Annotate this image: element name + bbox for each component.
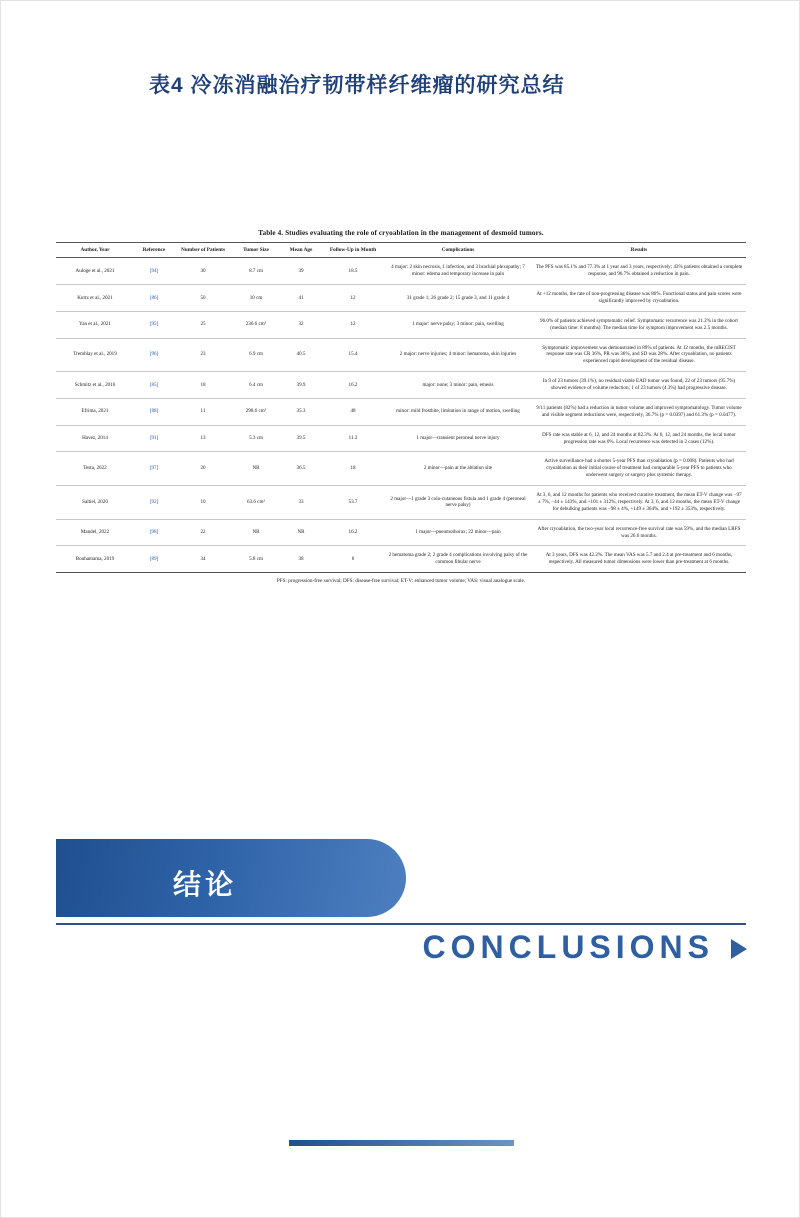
column-header-results: Results: [532, 243, 746, 258]
cell-followup: 18: [322, 452, 384, 486]
cell-reference[interactable]: [95]: [134, 311, 174, 338]
cell-tumor-size: 8.7 cm: [232, 258, 280, 285]
cell-reference[interactable]: [92]: [134, 486, 174, 520]
cell-reference[interactable]: [88]: [134, 398, 174, 425]
cell-mean-age: 40.5: [280, 338, 322, 372]
cell-patients: 10: [174, 486, 232, 520]
cell-mean-age: 39.9: [280, 372, 322, 399]
column-header-reference: Reference: [134, 243, 174, 258]
cell-mean-age: NR: [280, 519, 322, 546]
cell-reference[interactable]: [94]: [134, 258, 174, 285]
cell-patients: 13: [174, 425, 232, 452]
cell-tumor-size: 5.8 cm: [232, 546, 280, 573]
cell-patients: 18: [174, 372, 232, 399]
cell-results: 96.0% of patients achieved symptomatic relief. Symptomatic recurrence was 21.2% in the cohort (median time: 8 months). The median time for symptom improvement was 2.5 months.: [532, 311, 746, 338]
cell-complications: 31 grade 1; 26 grade 2; 15 grade 3, and 11 grade 4: [384, 285, 532, 312]
table-row: [56, 452, 746, 486]
cell-results: Active surveillance had a shorter 5-year PFS than cryoablation (p = 0.008). Patients who had cryoablation as their initial course of treatment had comparable 5-year PFS to patients who underwent surgery or surgery plus systemic therapy.: [532, 452, 746, 486]
figure-caption: Table 4. Studies evaluating the role of cryoablation in the management of desmoid tumors.: [258, 229, 544, 237]
cell-patients: 23: [174, 338, 232, 372]
cell-patients: 22: [174, 519, 232, 546]
cell-mean-age: 36.5: [280, 452, 322, 486]
table-row: [56, 546, 746, 573]
cell-patients: 34: [174, 546, 232, 573]
table-row: [56, 338, 746, 372]
cell-tumor-size: 6.4 cm: [232, 372, 280, 399]
table-row: [56, 258, 746, 285]
table-figure: [56, 229, 746, 584]
conclusions-english-label: CONCLUSIONS: [422, 929, 714, 965]
cell-mean-age: 41: [280, 285, 322, 312]
cell-patients: 11: [174, 398, 232, 425]
cell-author: Schmitz et al., 2016: [56, 372, 134, 399]
cell-results: In 9 of 23 tumors (39.1%), no residual viable EAD tumor was found; 22 of 23 tumors (95.7%) showed evidence of volume reduction; 1 of 23 tumors (4.3%) had progressive disease.: [532, 372, 746, 399]
figure-footnote: PFS: progression-free survival; DFS: disease-free survival; ET-V: enhanced tumor volume; VAS: visual analogue scale.: [276, 578, 526, 585]
cell-author: Efrima, 2021: [56, 398, 134, 425]
cell-followup: 12: [322, 311, 384, 338]
cell-patients: 20: [174, 452, 232, 486]
cell-author: Tremblay et al., 2019: [56, 338, 134, 372]
cell-results: At +12 months, the rate of non-progressing disease was 86%. Functional status and pain scores were significantly improved by cryoablation.: [532, 285, 746, 312]
table-row: [56, 398, 746, 425]
table-row: [56, 486, 746, 520]
cell-followup: 18.5: [322, 258, 384, 285]
column-header-complications: Complications: [384, 243, 532, 258]
cell-tumor-size: NR: [232, 452, 280, 486]
cell-tumor-size: 236.6 cm³: [232, 311, 280, 338]
cell-author: Bouhamama, 2019: [56, 546, 134, 573]
cell-complications: 2 minor—pain at the ablation site: [384, 452, 532, 486]
table-row: [56, 311, 746, 338]
cell-complications: 4 major: 2 skin necrosis, 1 infection, and 3 brachial plexopathy; 7 minor: edema and temporary increase in pain: [384, 258, 532, 285]
cell-complications: major: none; 3 minor: pain, emesis: [384, 372, 532, 399]
conclusions-banner-label: 结论: [173, 869, 238, 900]
cell-followup: 6: [322, 546, 384, 573]
cell-patients: 30: [174, 258, 232, 285]
cell-followup: 16.2: [322, 372, 384, 399]
cell-reference[interactable]: [85]: [134, 372, 174, 399]
table-header-row: [56, 243, 746, 258]
cell-mean-age: 39: [280, 258, 322, 285]
cell-tumor-size: 63.6 cm³: [232, 486, 280, 520]
cell-author: Havez, 2014: [56, 425, 134, 452]
cell-followup: 15.4: [322, 338, 384, 372]
cell-author: Testa, 2022: [56, 452, 134, 486]
footer-accent-bar: [289, 1140, 514, 1146]
cell-results: 9/11 patients (82%) had a reduction in tumor volume and improved symptomatology. Tumor volume and visible segment reductions were, respectively, 36.7% (p = 0.0397) and 61.3% (p = 0.0477).: [532, 398, 746, 425]
cell-mean-age: 32: [280, 311, 322, 338]
table-row: [56, 372, 746, 399]
cell-patients: 25: [174, 311, 232, 338]
cell-reference[interactable]: [91]: [134, 425, 174, 452]
table-row: [56, 285, 746, 312]
cell-author: Saltiel, 2020: [56, 486, 134, 520]
cell-results: Symptomatic improvement was demonstrated in 89% of patients. At 12 months, the mRECIST response rate was CR 36%, PR was 36%, and SD was 28%. After cryoablation, no patients experienced rapid development of the residual disease.: [532, 338, 746, 372]
cell-results: At 3, 6, and 12 months for patients who received curative treatment, the mean ET-V change was −97 ± 7%, −44 ± 143%, and +101 ± 312%, respectively. At 3, 6, and 12 months, the mean ET-V change for debulking patients was −98 ± 4%, +149 ± 364%, and +192 ± 353%, respectively.: [532, 486, 746, 520]
cell-followup: 48: [322, 398, 384, 425]
cell-tumor-size: 6.9 cm: [232, 338, 280, 372]
cell-author: Kurtz et al., 2021: [56, 285, 134, 312]
cell-tumor-size: 298.6 cm³: [232, 398, 280, 425]
cell-tumor-size: 10 cm: [232, 285, 280, 312]
column-header-author: Author, Year: [56, 243, 134, 258]
divider-rule: [56, 923, 746, 925]
page-title: 表4 冷冻消融治疗韧带样纤维瘤的研究总结: [149, 74, 565, 97]
table-row: [56, 519, 746, 546]
cell-complications: 2 major: nerve injuries; 4 minor: hematoma, skin injuries: [384, 338, 532, 372]
cell-reference[interactable]: [86]: [134, 285, 174, 312]
cell-tumor-size: NR: [232, 519, 280, 546]
cell-author: Yan et al., 2021: [56, 311, 134, 338]
cell-followup: 12: [322, 285, 384, 312]
cell-reference[interactable]: [96]: [134, 338, 174, 372]
cell-followup: 53.7: [322, 486, 384, 520]
cell-mean-age: 39.5: [280, 425, 322, 452]
triangle-marker-icon: [731, 939, 747, 959]
cell-complications: 1 major: nerve palsy; 3 minor: pain, swelling: [384, 311, 532, 338]
cell-followup: 16.2: [322, 519, 384, 546]
cell-complications: 2 major—1 grade 3 colo-cutaneous fistula and 1 grade 4 (peroneal nerve palsy): [384, 486, 532, 520]
cell-reference[interactable]: [89]: [134, 546, 174, 573]
cell-results: At 3 years, DFS was 42.2%. The mean VAS was 5.7 and 2.4 at pre-treatment and 6 months, respectively. All measured tumor dimensions were lower than pre-treatment at 6 months.: [532, 546, 746, 573]
column-header-tumor-size: Tumor Size: [232, 243, 280, 258]
cell-author: Mandel, 2022: [56, 519, 134, 546]
cell-followup: 11.3: [322, 425, 384, 452]
column-header-mean-age: Mean Age: [280, 243, 322, 258]
cell-complications: 1 major—transient peroneal nerve injury: [384, 425, 532, 452]
cell-tumor-size: 5.3 cm: [232, 425, 280, 452]
cell-mean-age: 33: [280, 486, 322, 520]
cell-mean-age: 35.3: [280, 398, 322, 425]
cell-complications: 1 major—pneumothorax; 22 minor—pain: [384, 519, 532, 546]
cell-complications: 2 hematoma grade 2; 2 grade 4 complications involving palsy of the common fibular nerve: [384, 546, 532, 573]
cell-mean-age: 38: [280, 546, 322, 573]
table-row: [56, 425, 746, 452]
cell-author: Auloge et al., 2021: [56, 258, 134, 285]
cell-patients: 50: [174, 285, 232, 312]
cell-results: After cryoablation, the two-year local recurrence-free survival rate was 59%, and the median LRFS was 26.6 months.: [532, 519, 746, 546]
cell-reference[interactable]: [98]: [134, 519, 174, 546]
cell-reference[interactable]: [97]: [134, 452, 174, 486]
column-header-followup: Follow-Up in Month: [322, 243, 384, 258]
cell-results: DFS rate was stable at 6, 12, and 24 months at 82.3%. At 6, 12, and 24 months, the local tumor progression rate was 0%. Local recurrence was detected in 2 cases (12%).: [532, 425, 746, 452]
cell-complications: minor: mild frostbite, limitation in range of motion, swelling: [384, 398, 532, 425]
column-header-patients: Number of Patients: [174, 243, 232, 258]
cell-results: The PFS was 85.1% and 77.3% at 1 year and 3 years, respectively; 43% patients obtained a complete response, and 96.7% obtained a reduction in pain.: [532, 258, 746, 285]
studies-table: [56, 242, 746, 573]
